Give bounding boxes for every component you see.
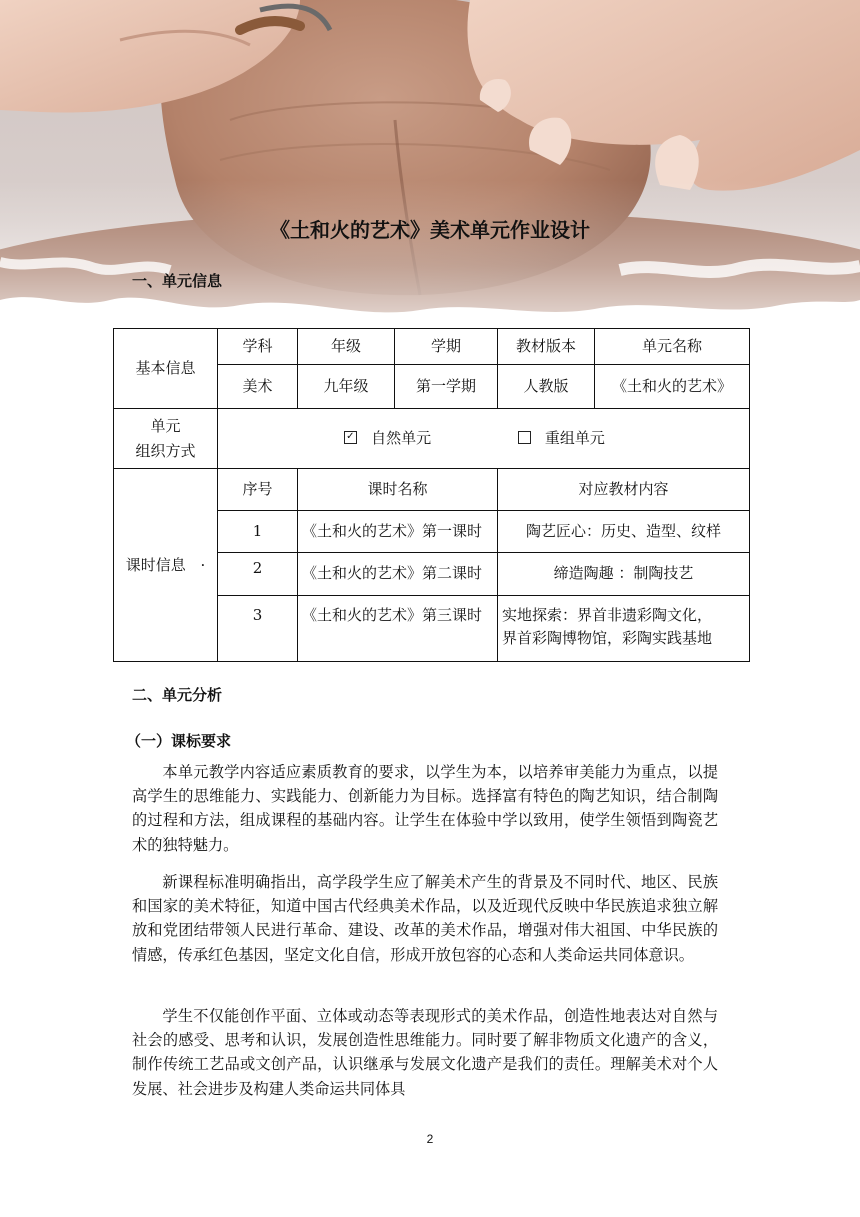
- option-natural-unit-label: 自然单元: [371, 429, 432, 448]
- header-subject: 学科: [218, 329, 298, 365]
- value-unit-name: 《土和火的艺术》: [595, 365, 750, 409]
- lesson-name: 《土和火的艺术》第二课时: [298, 552, 498, 595]
- page-number: 2: [426, 1132, 434, 1146]
- lesson-no: 3: [218, 595, 298, 661]
- header-unit-name: 单元名称: [595, 329, 750, 365]
- lesson-header-name: 课时名称: [298, 469, 498, 510]
- lesson-name: 《土和火的艺术》第三课时: [298, 595, 498, 661]
- section-heading-unit-info: 一、单元信息: [132, 272, 223, 290]
- lesson-content: 缔造陶趣 ：制陶技艺: [498, 552, 750, 595]
- lesson-content-line1: 实地探索：界首非遗彩陶文化，: [502, 605, 713, 624]
- paragraph: 本单元教学内容适应素质教育的要求，以学生为本，以培养审美能力为重点，以提高学生的思维能力、实践能力、创新能力为目标。选择富有特色的陶艺知识，结合制陶的过程和方法，组成课程的基础内容。让学生在体验中学以致用，使学生领悟到陶瓷艺术的独特魅力。: [132, 763, 718, 854]
- lesson-name: 《土和火的艺术》第一课时: [298, 510, 498, 552]
- pottery-photo: [0, 0, 860, 370]
- lesson-content-line2: 界首彩陶博物馆，彩陶实践基地: [502, 628, 713, 647]
- option-regrouped-unit[interactable]: [518, 429, 605, 448]
- header-grade: 年级: [298, 329, 395, 365]
- lesson-content: 陶艺匠心：历史、造型、纹样: [498, 510, 750, 552]
- value-subject: 美术: [218, 365, 298, 409]
- org-options: [218, 409, 750, 469]
- org-label: [114, 409, 218, 469]
- paragraph: 学生不仅能创作平面、立体或动态等表现形式的美术作品，创造性地表达对自然与社会的感受、思考和认识，发展创造性思维能力。同时要了解非物质文化遗产的含义，制作传统工艺品或文创产品，认识继承与发展文化遗产是我们的责任。理解美术对个人发展、社会进步及构建人类命运共同体具: [132, 1007, 718, 1098]
- org-label-line2: 组织方式: [135, 441, 196, 460]
- section-heading-unit-analysis: 二、单元分析: [132, 686, 223, 704]
- org-label-line1: 单元: [150, 417, 181, 436]
- header-term: 学期: [395, 329, 498, 365]
- lesson-no: 1: [218, 510, 298, 552]
- header-textbook: 教材版本: [498, 329, 595, 365]
- checkbox-checked-icon[interactable]: [344, 431, 357, 444]
- page-title: 《土和火的艺术》美术单元作业设计: [270, 218, 590, 242]
- paragraph: 新课程标准明确指出，高学段学生应了解美术产生的背景及不同时代、地区、民族和国家的美术特征，知道中国古代经典美术作品，以及近现代反映中华民族追求独立解放和党团结带领人民进行革命、建设、改革的美术作品，增强对伟大祖国、中华民族的情感，传承红色基因，坚定文化自信，形成开放包容的心态和人类命运共同体意识。: [132, 873, 718, 964]
- lesson-content: [498, 595, 750, 661]
- header-photo: [0, 0, 860, 370]
- value-textbook: 人教版: [498, 365, 595, 409]
- option-regrouped-unit-label: 重组单元: [544, 429, 605, 448]
- lesson-info-label-text: 课时信息: [125, 555, 186, 574]
- lesson-info-label: [114, 469, 218, 662]
- value-grade: 九年级: [298, 365, 395, 409]
- lesson-no: 2: [218, 552, 298, 595]
- basic-info-label: 基本信息: [114, 329, 218, 409]
- checkbox-empty-icon[interactable]: [518, 431, 531, 444]
- lesson-info-mark: ·: [200, 555, 206, 574]
- lesson-header-no: 序号: [218, 469, 298, 510]
- subsection-heading-standards: （一）课标要求: [126, 732, 232, 750]
- unit-info-table: [113, 328, 750, 662]
- option-natural-unit[interactable]: [344, 429, 431, 448]
- lesson-header-content: 对应教材内容: [498, 469, 750, 510]
- value-term: 第一学期: [395, 365, 498, 409]
